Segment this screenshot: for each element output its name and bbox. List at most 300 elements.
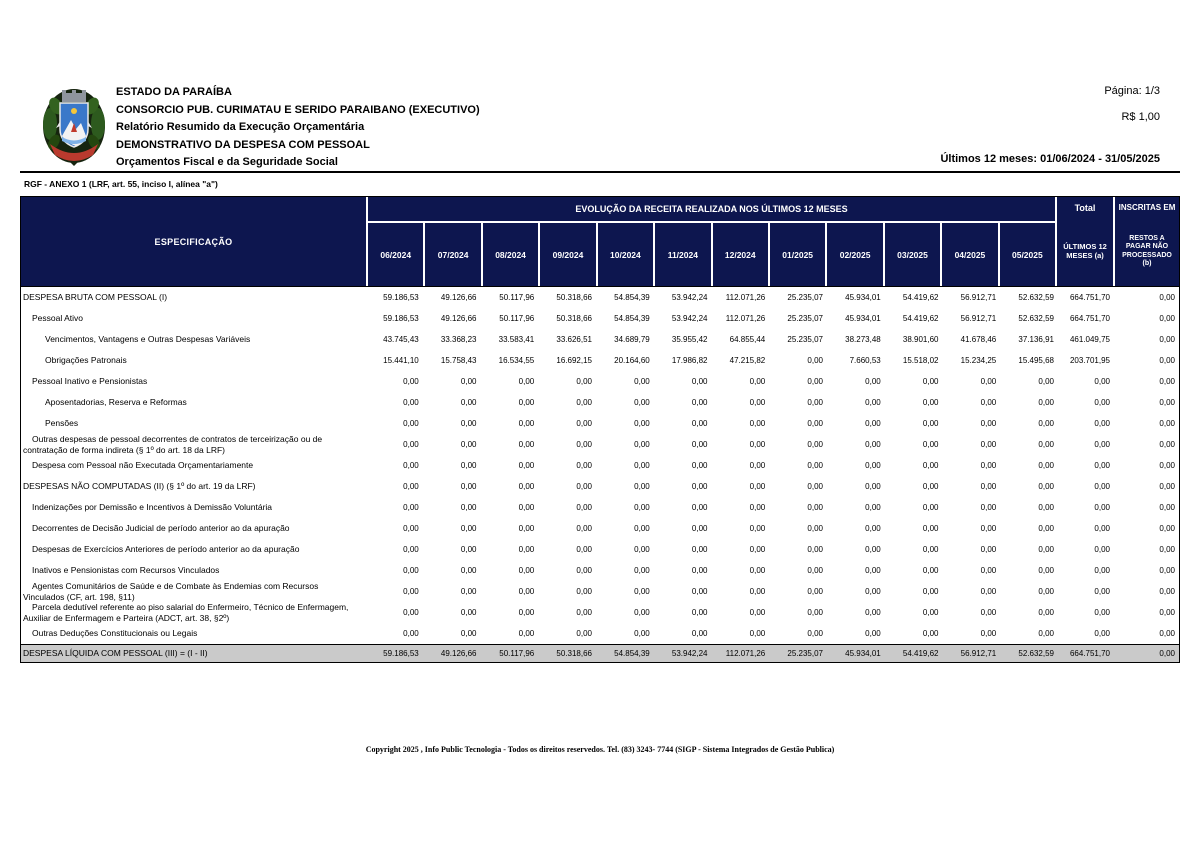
cell-month-value: 0,00 (922, 398, 939, 407)
cell-inscritas: 0,00 (1159, 461, 1175, 470)
cell-month-value: 0,00 (403, 608, 419, 617)
cell-month-value: 0,00 (1038, 629, 1054, 638)
cell-month-value: 0,00 (749, 545, 766, 554)
coat-of-arms-icon (40, 84, 108, 166)
cell-month-value: 0,00 (518, 440, 535, 449)
total-header-bottom: ÚLTIMOS 12 MESES (a) (1063, 242, 1107, 260)
month-column-header: 01/2025 (770, 223, 825, 286)
total-column-header (1057, 197, 1113, 286)
copyright-footer: Copyright 2025 , Info Public Tecnologia - Todos os direitos reservedos. Tel. (83) 3243- 7744 (SIGP - Sistema Integrados de Gestão Publica) (365, 745, 835, 754)
cell-month-value: 0,00 (980, 608, 997, 617)
cell-month-value: 0,00 (807, 503, 823, 512)
cell-inscritas: 0,00 (1159, 314, 1175, 323)
table-row (21, 371, 1179, 392)
cell-month-value: 0,00 (807, 524, 823, 533)
cell-month-value: 59.186,53 (383, 314, 419, 323)
row-label: Despesas de Exercícios Anteriores de período anterior ao da apuração (32, 544, 300, 555)
cell-month-value: 0,00 (691, 608, 708, 617)
cell-month-value: 0,00 (518, 398, 535, 407)
row-label: Vencimentos, Vantagens e Outras Despesas Variáveis (45, 334, 251, 345)
cell-total: 0,00 (1094, 377, 1110, 386)
month-column-header: 02/2025 (827, 223, 882, 286)
cell-month-value: 0,00 (922, 503, 939, 512)
cell-month-value: 0,00 (518, 377, 535, 386)
cell-month-value: 0,00 (749, 461, 766, 470)
cell-inscritas: 0,00 (1159, 377, 1175, 386)
cell-inscritas: 0,00 (1159, 608, 1175, 617)
row-label: DESPESA BRUTA COM PESSOAL (I) (23, 292, 168, 303)
cell-total: 664.751,70 (1069, 649, 1110, 658)
cell-month-value: 59.186,53 (383, 649, 419, 658)
cell-month-value: 16.692,15 (556, 356, 592, 365)
cell-month-value: 0,00 (460, 524, 477, 533)
cell-month-value: 33.368,23 (440, 335, 477, 344)
cell-month-value: 0,00 (980, 419, 997, 428)
row-label: Aposentadorias, Reserva e Reformas (45, 397, 187, 408)
cell-month-value: 0,00 (980, 398, 997, 407)
cell-month-value: 0,00 (980, 377, 997, 386)
cell-inscritas: 0,00 (1159, 649, 1175, 658)
cell-month-value: 15.518,02 (902, 356, 939, 365)
cell-month-value: 0,00 (807, 545, 823, 554)
cell-month-value: 0,00 (749, 629, 766, 638)
cell-month-value: 0,00 (1038, 566, 1054, 575)
cell-month-value: 0,00 (749, 503, 766, 512)
cell-month-value: 0,00 (1038, 461, 1054, 470)
cell-inscritas: 0,00 (1159, 356, 1175, 365)
cell-month-value: 0,00 (634, 440, 650, 449)
cell-month-value: 52.632,59 (1018, 649, 1054, 658)
table-row (21, 392, 1179, 413)
cell-month-value: 0,00 (1038, 524, 1054, 533)
cell-month-value: 0,00 (922, 461, 939, 470)
cell-month-value: 0,00 (865, 440, 881, 449)
cell-total: 0,00 (1094, 419, 1110, 428)
cell-total: 0,00 (1094, 608, 1110, 617)
cell-inscritas: 0,00 (1159, 419, 1175, 428)
inscritas-column-header (1115, 197, 1179, 286)
cell-month-value: 0,00 (865, 524, 881, 533)
row-label: Indenizações por Demissão e Incentivos à Demissão Voluntária (32, 502, 273, 513)
cell-month-value: 0,00 (460, 377, 477, 386)
cell-total: 0,00 (1094, 545, 1110, 554)
cell-inscritas: 0,00 (1159, 293, 1175, 302)
table-row (21, 602, 1179, 623)
cell-month-value: 0,00 (691, 461, 708, 470)
row-label: Pensões (45, 418, 79, 429)
cell-month-value: 0,00 (634, 545, 650, 554)
cell-month-value: 0,00 (807, 566, 823, 575)
cell-month-value: 0,00 (980, 629, 997, 638)
cell-month-value: 0,00 (460, 545, 477, 554)
cell-month-value: 0,00 (518, 608, 535, 617)
cell-month-value: 0,00 (460, 566, 477, 575)
table-row (21, 518, 1179, 539)
cell-month-value: 0,00 (691, 503, 708, 512)
cell-month-value: 17.986,82 (671, 356, 708, 365)
cell-month-value: 0,00 (807, 629, 823, 638)
table-row (21, 497, 1179, 518)
header-divider (20, 171, 1180, 173)
cell-month-value: 0,00 (865, 482, 881, 491)
cell-month-value: 0,00 (634, 524, 650, 533)
inscritas-header-top: INSCRITAS EM (1118, 203, 1176, 212)
cell-month-value: 15.495,68 (1018, 356, 1054, 365)
cell-total: 0,00 (1094, 566, 1110, 575)
cell-inscritas: 0,00 (1159, 587, 1175, 596)
cell-month-value: 0,00 (518, 566, 535, 575)
cell-month-value: 34.689,79 (614, 335, 650, 344)
cell-month-value: 35.955,42 (671, 335, 708, 344)
table-row (21, 329, 1179, 350)
table-row (21, 476, 1179, 497)
cell-month-value: 50.318,66 (556, 649, 592, 658)
inscritas-header-bottom: RESTOS A PAGAR NÃO PROCESSADO (b) (1122, 234, 1172, 267)
cell-month-value: 0,00 (749, 398, 766, 407)
month-column-header: 08/2024 (483, 223, 538, 286)
row-label: Outras Deduções Constitucionais ou Legais (32, 628, 198, 639)
row-label: Obrigações Patronais (45, 355, 127, 366)
cell-month-value: 0,00 (807, 419, 823, 428)
cell-total: 0,00 (1094, 629, 1110, 638)
cell-month-value: 0,00 (807, 482, 823, 491)
cell-inscritas: 0,00 (1159, 566, 1175, 575)
cell-month-value: 0,00 (1038, 398, 1054, 407)
cell-month-value: 45.934,01 (845, 649, 881, 658)
month-column-header: 12/2024 (713, 223, 768, 286)
cell-month-value: 0,00 (1038, 377, 1054, 386)
cell-month-value: 0,00 (634, 461, 650, 470)
cell-month-value: 54.419,62 (902, 649, 939, 658)
cell-month-value: 0,00 (576, 566, 592, 575)
cell-month-value: 0,00 (865, 545, 881, 554)
cell-month-value: 0,00 (865, 377, 881, 386)
month-column-header: 11/2024 (655, 223, 710, 286)
cell-month-value: 53.942,24 (671, 293, 708, 302)
cell-month-value: 25.235,07 (787, 293, 823, 302)
cell-inscritas: 0,00 (1159, 398, 1175, 407)
evolution-group-header: EVOLUÇÃO DA RECEITA REALIZADA NOS ÚLTIMOS 12 MESES (368, 197, 1055, 221)
cell-month-value: 0,00 (807, 398, 823, 407)
month-column-header: 04/2025 (942, 223, 997, 286)
cell-month-value: 0,00 (460, 419, 477, 428)
cell-month-value: 15.441,10 (383, 356, 419, 365)
cell-month-value: 0,00 (922, 482, 939, 491)
cell-month-value: 0,00 (634, 503, 650, 512)
month-column-header: 05/2025 (1000, 223, 1055, 286)
cell-month-value: 0,00 (576, 461, 592, 470)
cell-month-value: 0,00 (922, 524, 939, 533)
row-label: Parcela dedutível referente ao piso salarial do Enfermeiro, Técnico de Enfermagem, Auxiliar de Enfermagem e Parteira (ADCT, art. 38, §2º) (23, 602, 349, 623)
cell-month-value: 0,00 (749, 377, 766, 386)
cell-month-value: 0,00 (691, 482, 708, 491)
cell-month-value: 54.854,39 (614, 649, 650, 658)
table-header (21, 197, 1179, 287)
cell-month-value: 0,00 (634, 587, 650, 596)
row-label: Inativos e Pensionistas com Recursos Vinculados (32, 565, 220, 576)
cell-month-value: 0,00 (634, 566, 650, 575)
cell-month-value: 0,00 (1038, 503, 1054, 512)
cell-month-value: 0,00 (518, 419, 535, 428)
cell-month-value: 0,00 (980, 545, 997, 554)
cell-month-value: 54.854,39 (614, 314, 650, 323)
cell-month-value: 25.235,07 (787, 649, 823, 658)
cell-month-value: 0,00 (980, 587, 997, 596)
cell-month-value: 0,00 (691, 440, 708, 449)
cell-month-value: 0,00 (403, 503, 419, 512)
cell-month-value: 0,00 (980, 461, 997, 470)
cell-month-value: 50.117,96 (499, 649, 535, 658)
cell-month-value: 0,00 (865, 419, 881, 428)
cell-month-value: 0,00 (460, 482, 477, 491)
cell-month-value: 20.164,60 (614, 356, 650, 365)
cell-month-value: 38.273,48 (845, 335, 881, 344)
cell-month-value: 0,00 (1038, 545, 1054, 554)
cell-month-value: 0,00 (403, 629, 419, 638)
annex-label: RGF - ANEXO 1 (LRF, art. 55, inciso I, alínea "a") (24, 179, 218, 189)
cell-inscritas: 0,00 (1159, 482, 1175, 491)
table-row (21, 413, 1179, 434)
cell-month-value: 49.126,66 (440, 293, 477, 302)
table-row (21, 287, 1179, 308)
cell-month-value: 0,00 (576, 608, 592, 617)
cell-month-value: 112.071,26 (725, 649, 766, 658)
cell-month-value: 0,00 (518, 545, 535, 554)
cell-month-value: 0,00 (634, 419, 650, 428)
cell-month-value: 15.234,25 (960, 356, 997, 365)
cell-month-value: 16.534,55 (498, 356, 535, 365)
cell-month-value: 112.071,26 (725, 293, 766, 302)
cell-month-value: 25.235,07 (787, 335, 823, 344)
cell-month-value: 54.854,39 (614, 293, 650, 302)
cell-month-value: 0,00 (749, 587, 766, 596)
cell-month-value: 0,00 (460, 587, 477, 596)
cell-month-value: 33.626,51 (556, 335, 592, 344)
cell-month-value: 0,00 (576, 587, 592, 596)
cell-month-value: 0,00 (749, 419, 766, 428)
cell-month-value: 0,00 (980, 482, 997, 491)
cell-month-value: 0,00 (807, 461, 823, 470)
cell-month-value: 0,00 (691, 398, 708, 407)
cell-total: 0,00 (1094, 461, 1110, 470)
cell-month-value: 0,00 (403, 482, 419, 491)
month-column-header: 07/2024 (425, 223, 480, 286)
cell-month-value: 0,00 (691, 629, 708, 638)
cell-month-value: 56.912,71 (960, 649, 997, 658)
cell-month-value: 0,00 (1038, 608, 1054, 617)
cell-month-value: 0,00 (922, 629, 939, 638)
cell-month-value: 0,00 (691, 377, 708, 386)
cell-month-value: 0,00 (922, 587, 939, 596)
cell-total: 0,00 (1094, 398, 1110, 407)
cell-month-value: 0,00 (807, 608, 823, 617)
cell-month-value: 0,00 (518, 587, 535, 596)
cell-month-value: 0,00 (691, 587, 708, 596)
cell-month-value: 45.934,01 (845, 293, 881, 302)
cell-month-value: 0,00 (865, 503, 881, 512)
cell-month-value: 53.942,24 (671, 314, 708, 323)
cell-month-value: 0,00 (1038, 440, 1054, 449)
cell-month-value: 0,00 (980, 503, 997, 512)
cell-month-value: 56.912,71 (960, 293, 997, 302)
cell-month-value: 0,00 (403, 419, 419, 428)
cell-month-value: 0,00 (691, 419, 708, 428)
month-header-row (368, 223, 1055, 286)
cell-total: 664.751,70 (1069, 314, 1110, 323)
cell-month-value: 0,00 (518, 629, 535, 638)
cell-month-value: 0,00 (576, 482, 592, 491)
row-label: Despesa com Pessoal não Executada Orçamentariamente (32, 460, 254, 471)
cell-month-value: 0,00 (865, 398, 881, 407)
cell-inscritas: 0,00 (1159, 629, 1175, 638)
cell-total: 0,00 (1094, 587, 1110, 596)
cell-month-value: 0,00 (980, 524, 997, 533)
cell-month-value: 0,00 (1038, 587, 1054, 596)
cell-month-value: 0,00 (403, 461, 419, 470)
cell-month-value: 0,00 (403, 524, 419, 533)
budget-scope: Orçamentos Fiscal e da Seguridade Social (116, 156, 338, 168)
cell-month-value: 50.318,66 (556, 293, 592, 302)
month-column-header: 03/2025 (885, 223, 940, 286)
cell-total: 0,00 (1094, 524, 1110, 533)
cell-month-value: 0,00 (807, 356, 823, 365)
cell-month-value: 0,00 (980, 440, 997, 449)
row-label: Decorrentes de Decisão Judicial de período anterior ao da apuração (32, 523, 290, 534)
cell-month-value: 52.632,59 (1018, 293, 1054, 302)
cell-month-value: 0,00 (403, 398, 419, 407)
cell-month-value: 0,00 (518, 524, 535, 533)
row-label: DESPESAS NÃO COMPUTADAS (II) (§ 1º do art. 19 da LRF) (23, 481, 256, 492)
row-label: Outras despesas de pessoal decorrentes de contratos de terceirização ou de contratação de forma indireta (§ 1º do art. 18 da LRF) (23, 434, 323, 455)
coat-of-arms-logo (40, 84, 108, 166)
cell-month-value: 50.117,96 (499, 293, 535, 302)
cell-month-value: 47.215,82 (729, 356, 766, 365)
cell-month-value: 54.419,62 (902, 293, 939, 302)
cell-month-value: 45.934,01 (845, 314, 881, 323)
cell-month-value: 0,00 (865, 587, 881, 596)
cell-month-value: 0,00 (980, 566, 997, 575)
cell-month-value: 49.126,66 (440, 314, 477, 323)
cell-month-value: 0,00 (807, 587, 823, 596)
cell-month-value: 0,00 (865, 629, 881, 638)
cell-month-value: 50.117,96 (499, 314, 535, 323)
cell-month-value: 0,00 (865, 566, 881, 575)
currency-unit: R$ 1,00 (1121, 111, 1160, 123)
cell-month-value: 0,00 (691, 524, 708, 533)
cell-month-value: 0,00 (403, 440, 419, 449)
cell-month-value: 0,00 (460, 398, 477, 407)
cell-month-value: 37.136,91 (1018, 335, 1054, 344)
cell-total: 0,00 (1094, 482, 1110, 491)
table-row (21, 623, 1179, 644)
cell-month-value: 0,00 (922, 440, 939, 449)
cell-month-value: 0,00 (1038, 419, 1054, 428)
total-header-top: Total (1074, 203, 1096, 213)
table-body (21, 287, 1179, 662)
cell-month-value: 0,00 (460, 440, 477, 449)
cell-month-value: 0,00 (576, 545, 592, 554)
row-label: Agentes Comunitários de Saúde e de Combate às Endemias com Recursos Vinculados (CF, art. 198, §11) (23, 581, 319, 602)
cell-month-value: 0,00 (807, 440, 823, 449)
cell-month-value: 0,00 (576, 398, 592, 407)
row-label: Pessoal Inativo e Pensionistas (32, 376, 148, 387)
cell-month-value: 41.678,46 (960, 335, 997, 344)
cell-month-value: 49.126,66 (440, 649, 477, 658)
cell-month-value: 0,00 (403, 545, 419, 554)
cell-month-value: 0,00 (749, 566, 766, 575)
cell-month-value: 15.758,43 (440, 356, 477, 365)
cell-month-value: 0,00 (403, 566, 419, 575)
cell-month-value: 56.912,71 (960, 314, 997, 323)
cell-month-value: 33.583,41 (498, 335, 535, 344)
cell-month-value: 0,00 (518, 482, 535, 491)
cell-month-value: 0,00 (922, 419, 939, 428)
cell-month-value: 0,00 (518, 503, 535, 512)
cell-month-value: 43.745,43 (383, 335, 419, 344)
table-total-row (21, 644, 1179, 662)
cell-month-value: 0,00 (634, 377, 650, 386)
cell-total: 203.701,95 (1069, 356, 1110, 365)
row-label: DESPESA LÍQUIDA COM PESSOAL (III) = (I - II) (23, 648, 208, 659)
table-row (21, 581, 1179, 602)
cell-inscritas: 0,00 (1159, 524, 1175, 533)
cell-month-value: 112.071,26 (725, 314, 766, 323)
report-title: Relatório Resumido da Execução Orçamentária (116, 121, 365, 133)
cell-month-value: 0,00 (749, 482, 766, 491)
table-row (21, 539, 1179, 560)
cell-month-value: 64.855,44 (729, 335, 766, 344)
cell-inscritas: 0,00 (1159, 545, 1175, 554)
month-column-header: 10/2024 (598, 223, 653, 286)
cell-total: 461.049,75 (1069, 335, 1110, 344)
cell-inscritas: 0,00 (1159, 503, 1175, 512)
cell-month-value: 59.186,53 (383, 293, 419, 302)
month-column-header: 06/2024 (368, 223, 423, 286)
cell-total: 0,00 (1094, 503, 1110, 512)
cell-month-value: 0,00 (922, 377, 939, 386)
cell-month-value: 0,00 (576, 377, 592, 386)
cell-month-value: 0,00 (576, 629, 592, 638)
cell-month-value: 0,00 (634, 608, 650, 617)
cell-month-value: 0,00 (634, 398, 650, 407)
cell-month-value: 7.660,53 (849, 356, 881, 365)
cell-inscritas: 0,00 (1159, 335, 1175, 344)
cell-month-value: 52.632,59 (1018, 314, 1054, 323)
month-column-header: 09/2024 (540, 223, 595, 286)
cell-month-value: 0,00 (460, 629, 477, 638)
cell-month-value: 0,00 (634, 629, 650, 638)
cell-month-value: 0,00 (922, 608, 939, 617)
cell-month-value: 50.318,66 (556, 314, 592, 323)
table-row (21, 434, 1179, 455)
cell-month-value: 0,00 (576, 524, 592, 533)
table-row (21, 308, 1179, 329)
cell-month-value: 0,00 (749, 524, 766, 533)
cell-month-value: 0,00 (576, 503, 592, 512)
months-header-group (368, 197, 1055, 286)
table-row (21, 455, 1179, 476)
cell-month-value: 0,00 (460, 608, 477, 617)
cell-month-value: 0,00 (634, 482, 650, 491)
cell-month-value: 0,00 (865, 608, 881, 617)
header-meta (800, 84, 1160, 165)
cell-month-value: 0,00 (1038, 482, 1054, 491)
cell-month-value: 0,00 (460, 503, 477, 512)
page-number: Página: 1/3 (1104, 85, 1160, 97)
cell-month-value: 0,00 (691, 545, 708, 554)
table-row (21, 560, 1179, 581)
cell-month-value: 0,00 (691, 566, 708, 575)
